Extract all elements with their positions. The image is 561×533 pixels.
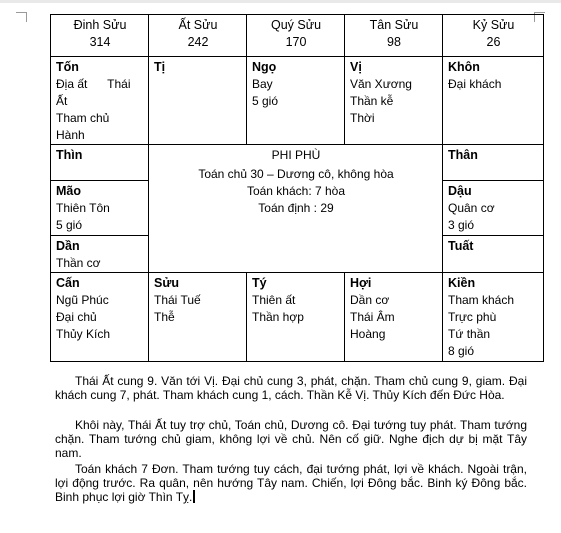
- margin-corner-mark: [26, 12, 27, 22]
- header-cell: [51, 15, 149, 57]
- palace-title: Kiền: [448, 276, 476, 290]
- palace-line: Quân cơ: [448, 201, 495, 215]
- palace-line: Thiên ất: [252, 293, 296, 307]
- center-panel: [149, 145, 443, 273]
- header-number: 26: [486, 35, 501, 49]
- palace-line: Địa ất Thái: [56, 77, 131, 91]
- palace-line: Trực phù: [448, 310, 497, 324]
- palace-line: Hành: [56, 128, 85, 142]
- palace-line: Văn Xương: [350, 77, 412, 91]
- palace-cell-ngo: [247, 57, 345, 145]
- paragraph-text: Khôi này, Thái Ất tuy trợ chủ, Toán chủ, Dương cô. Đại tướng tuy phát. Tham tướng chặn. Tham tướng chủ giam, không lợi về chủ. Nên cố giữ. Nghe địch dự bị mặt Tây nam.: [55, 418, 527, 460]
- header-name: Ất Sửu: [178, 18, 218, 32]
- palace-line: 5 gió: [56, 218, 83, 232]
- palace-title: Dần: [56, 239, 80, 253]
- palace-cell-ti: [149, 57, 247, 145]
- middle-row-1: [51, 145, 544, 181]
- top-palace-row: [51, 57, 544, 145]
- center-line: Toán khách: 7 hòa: [246, 184, 346, 198]
- palace-line: Đại chủ: [56, 310, 97, 324]
- palace-title: Tị: [154, 60, 166, 74]
- center-line: Toán chủ 30 – Dương cô, không hòa: [198, 167, 394, 181]
- palace-cell-dan: [51, 236, 149, 273]
- header-number: 170: [285, 35, 307, 49]
- palace-title: Khôn: [448, 60, 480, 74]
- palace-title: Thìn: [56, 148, 83, 162]
- palace-title: Dậu: [448, 184, 472, 198]
- palace-cell-hoi: [345, 273, 443, 362]
- ruler-strip: [0, 0, 561, 3]
- palace-title: Hợi: [350, 276, 372, 290]
- palace-cell-kien: [443, 273, 544, 362]
- body-paragraph-3: [55, 462, 527, 504]
- header-number: 314: [89, 35, 111, 49]
- palace-title: Thân: [448, 148, 478, 162]
- palace-cell-ton: [51, 57, 149, 145]
- palace-title: Cấn: [56, 276, 80, 290]
- palace-line: Thời: [350, 111, 375, 125]
- paragraph-text: Toán khách 7 Đơn. Tham tướng tuy cách, đại tướng phát, lợi về khách. Ngoài trận, lợi động trước. Ra quân, nên hướng Tây nam. Chiến, lợi Đông bắc. Binh ký Đông bắc. Binh phục lợi giờ Thìn Tỵ.: [55, 462, 527, 504]
- palace-title: Sửu: [154, 276, 180, 290]
- palace-title: Tuất: [448, 239, 474, 253]
- palace-line: 3 gió: [448, 218, 475, 232]
- body-paragraph-2: [55, 418, 527, 460]
- palace-line: Tham chủ: [56, 111, 110, 125]
- palace-line: 8 gió: [448, 344, 475, 358]
- center-line: Toán định : 29: [258, 201, 334, 215]
- palace-line: Dần cơ: [350, 293, 390, 307]
- palace-line: Thần cơ: [56, 256, 101, 270]
- palace-line: Ất: [56, 94, 68, 108]
- palace-line: Ngũ Phúc: [56, 293, 109, 307]
- palace-title: Ngọ: [252, 60, 277, 74]
- palace-title: Mão: [56, 184, 81, 198]
- margin-corner-mark: [16, 12, 26, 13]
- palace-line: Thái Tuế: [154, 293, 201, 307]
- header-number: 242: [187, 35, 209, 49]
- palace-line: Thái Âm: [350, 310, 395, 324]
- margin-corner-mark: [535, 12, 545, 13]
- header-name: Đinh Sửu: [73, 18, 127, 32]
- palace-cell-khon: [443, 57, 544, 145]
- palace-line: 5 gió: [252, 94, 279, 108]
- palace-line: Tham khách: [448, 293, 515, 307]
- header-cell: [345, 15, 443, 57]
- palace-title: Tốn: [56, 60, 79, 74]
- body-paragraph-1: [55, 374, 527, 402]
- palace-cell-thin: [51, 145, 149, 181]
- header-name: Quý Sửu: [270, 18, 322, 32]
- palace-line: Thủy Kích: [56, 327, 111, 341]
- header-cell: [247, 15, 345, 57]
- palace-title: Vị: [350, 60, 362, 74]
- palace-line: Thễ: [154, 310, 175, 324]
- header-cell: [443, 15, 544, 57]
- palace-cell-can: [51, 273, 149, 362]
- bottom-palace-row: [51, 273, 544, 362]
- header-name: Kỷ Sửu: [472, 18, 515, 32]
- palace-line: Bay: [252, 77, 273, 91]
- palace-line: Tứ thần: [448, 327, 491, 341]
- palace-cell-vi: [345, 57, 443, 145]
- palace-line: Thần hợp: [252, 310, 304, 324]
- palace-cell-tuat: [443, 236, 544, 273]
- palace-cell-ty: [247, 273, 345, 362]
- palace-line: Hoàng: [350, 327, 386, 341]
- palace-title: Tý: [252, 276, 267, 290]
- palace-line: Đại khách: [448, 77, 502, 91]
- palace-cell-suu: [149, 273, 247, 362]
- header-name: Tân Sửu: [369, 18, 419, 32]
- text-cursor: [193, 490, 195, 503]
- phi-phu-chart-table: [50, 14, 544, 362]
- palace-cell-mao: [51, 181, 149, 236]
- paragraph-text: Thái Ất cung 9. Văn tới Vị. Đại chủ cung 3, phát, chặn. Tham chủ cung 9, giam. Đại khách cung 7, phát. Tham khách cung 1, cách. Thần Kễ Vị. Thủy Kích đến Đức Hòa.: [55, 374, 527, 402]
- header-cell: [149, 15, 247, 57]
- center-title: PHI PHÙ: [271, 148, 321, 162]
- palace-cell-dau: [443, 181, 544, 236]
- header-number: 98: [387, 35, 401, 49]
- header-row: [51, 15, 544, 57]
- palace-cell-than: [443, 145, 544, 181]
- palace-line: Thần kễ: [350, 94, 394, 108]
- palace-line: Thiên Tôn: [56, 201, 110, 215]
